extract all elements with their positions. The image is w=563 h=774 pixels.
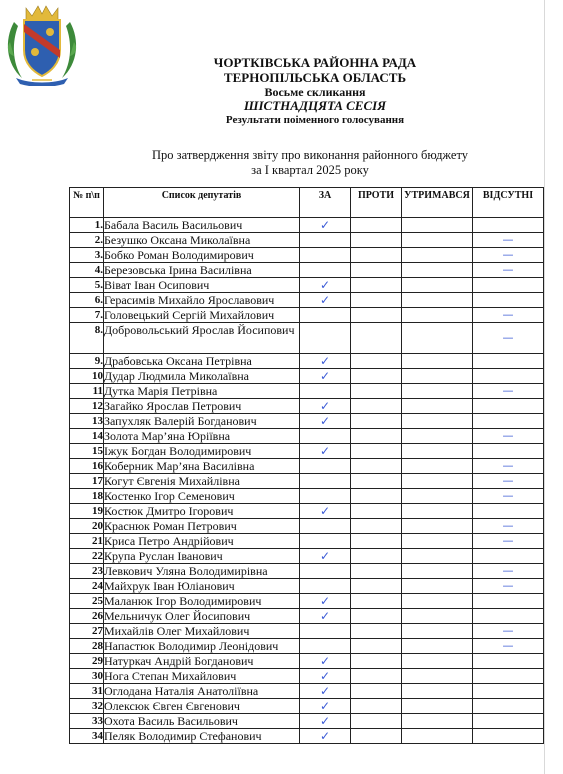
vote-absent-cell: — — [473, 564, 544, 579]
vote-against-cell — [351, 489, 402, 504]
vote-abstain-cell — [402, 594, 473, 609]
table-row — [70, 579, 544, 594]
vote-results-title: Результати поіменного голосування — [225, 114, 405, 126]
deputy-name: Оглодана Наталія Анатоліївна — [104, 684, 300, 699]
region-name: ТЕРНОПІЛЬСЬКА ОБЛАСТЬ — [223, 70, 407, 85]
vote-against-cell — [351, 429, 402, 444]
table-row — [70, 684, 544, 699]
table-header-row — [70, 188, 544, 218]
vote-absent-cell — [473, 369, 544, 384]
row-number: 13 — [70, 414, 104, 429]
deputy-name: Левкович Уляна Володимирівна — [104, 564, 300, 579]
vote-against-cell — [351, 369, 402, 384]
vote-for-cell: ✓ — [300, 414, 351, 429]
table-row — [70, 669, 544, 684]
agenda-subject-line2: за І квартал 2025 року — [251, 163, 369, 177]
vote-absent-cell: — — [473, 519, 544, 534]
deputy-name: Когут Євгенія Михайлівна — [104, 474, 300, 489]
vote-absent-cell — [473, 414, 544, 429]
row-number: 33 — [70, 714, 104, 729]
deputy-name: Маланюк Ігор Володимирович — [104, 594, 300, 609]
vote-against-cell — [351, 639, 402, 654]
vote-absent-cell — [473, 218, 544, 233]
row-number: 2. — [70, 233, 104, 248]
table-row — [70, 323, 544, 354]
vote-abstain-cell — [402, 399, 473, 414]
vote-for-cell — [300, 489, 351, 504]
header-against: ПРОТИ — [351, 188, 402, 218]
row-number: 3. — [70, 248, 104, 263]
row-number: 16 — [70, 459, 104, 474]
vote-absent-cell — [473, 684, 544, 699]
deputy-name: Березовська Ірина Василівна — [104, 263, 300, 278]
vote-for-cell — [300, 459, 351, 474]
deputy-name: Дутка Марія Петрівна — [104, 384, 300, 399]
row-number: 18 — [70, 489, 104, 504]
row-number: 12 — [70, 399, 104, 414]
vote-for-cell: ✓ — [300, 654, 351, 669]
vote-against-cell — [351, 248, 402, 263]
vote-for-cell: ✓ — [300, 699, 351, 714]
vote-for-cell — [300, 579, 351, 594]
vote-abstain-cell — [402, 474, 473, 489]
row-number: 21 — [70, 534, 104, 549]
vote-abstain-cell — [402, 684, 473, 699]
vote-abstain-cell — [402, 354, 473, 369]
vote-absent-cell: — — [473, 639, 544, 654]
deputy-name: Краснюк Роман Петрович — [104, 519, 300, 534]
vote-abstain-cell — [402, 369, 473, 384]
table-row — [70, 639, 544, 654]
vote-for-cell — [300, 519, 351, 534]
vote-for-cell: ✓ — [300, 669, 351, 684]
vote-against-cell — [351, 534, 402, 549]
table-row — [70, 654, 544, 669]
deputy-name: Бобко Роман Володимирович — [104, 248, 300, 263]
row-number: 4. — [70, 263, 104, 278]
vote-absent-cell — [473, 669, 544, 684]
vote-abstain-cell — [402, 459, 473, 474]
vote-abstain-cell — [402, 534, 473, 549]
vote-abstain-cell — [402, 323, 473, 354]
row-number: 15 — [70, 444, 104, 459]
vote-for-cell: ✓ — [300, 278, 351, 293]
deputy-name: Золота Мар’яна Юріївна — [104, 429, 300, 444]
vote-for-cell — [300, 233, 351, 248]
row-number: 29 — [70, 654, 104, 669]
deputy-name: Бабала Василь Васильович — [104, 218, 300, 233]
header-for: ЗА — [300, 188, 351, 218]
vote-against-cell — [351, 459, 402, 474]
vote-for-cell: ✓ — [300, 714, 351, 729]
vote-abstain-cell — [402, 278, 473, 293]
table-row — [70, 278, 544, 293]
vote-for-cell — [300, 248, 351, 263]
row-number: 25 — [70, 594, 104, 609]
vote-abstain-cell — [402, 489, 473, 504]
vote-against-cell — [351, 654, 402, 669]
vote-absent-cell: — — [473, 263, 544, 278]
vote-for-cell: ✓ — [300, 354, 351, 369]
row-number: 22 — [70, 549, 104, 564]
header-absent: ВІДСУТНІ — [473, 188, 544, 218]
vote-abstain-cell — [402, 714, 473, 729]
vote-abstain-cell — [402, 233, 473, 248]
vote-abstain-cell — [402, 729, 473, 744]
vote-against-cell — [351, 399, 402, 414]
vote-absent-cell — [473, 278, 544, 293]
vote-absent-cell: — — [473, 323, 544, 354]
row-number: 9. — [70, 354, 104, 369]
vote-for-cell: ✓ — [300, 444, 351, 459]
table-row — [70, 549, 544, 564]
table-row — [70, 444, 544, 459]
vote-abstain-cell — [402, 624, 473, 639]
vote-for-cell: ✓ — [300, 399, 351, 414]
table-row — [70, 399, 544, 414]
deputy-name: Напастюк Володимир Леонідович — [104, 639, 300, 654]
table-row — [70, 624, 544, 639]
vote-absent-cell: — — [473, 579, 544, 594]
vote-against-cell — [351, 323, 402, 354]
vote-abstain-cell — [402, 293, 473, 308]
table-row — [70, 218, 544, 233]
table-row — [70, 308, 544, 323]
table-row — [70, 594, 544, 609]
vote-against-cell — [351, 714, 402, 729]
table-row — [70, 519, 544, 534]
coat-of-arms-icon — [2, 2, 82, 86]
row-number: 8. — [70, 323, 104, 354]
deputy-name: Герасимів Михайло Ярославович — [104, 293, 300, 308]
table-row — [70, 429, 544, 444]
vote-abstain-cell — [402, 308, 473, 323]
deputy-name: Головецький Сергій Михайлович — [104, 308, 300, 323]
row-number: 1. — [70, 218, 104, 233]
vote-absent-cell — [473, 354, 544, 369]
table-row — [70, 414, 544, 429]
vote-abstain-cell — [402, 263, 473, 278]
vote-for-cell — [300, 564, 351, 579]
vote-against-cell — [351, 444, 402, 459]
vote-for-cell — [300, 639, 351, 654]
row-number: 26 — [70, 609, 104, 624]
deputy-name: Костенко Ігор Семенович — [104, 489, 300, 504]
deputy-name: Охота Василь Васильович — [104, 714, 300, 729]
vote-abstain-cell — [402, 669, 473, 684]
vote-against-cell — [351, 308, 402, 323]
vote-absent-cell: — — [473, 624, 544, 639]
vote-absent-cell — [473, 504, 544, 519]
vote-for-cell: ✓ — [300, 684, 351, 699]
vote-abstain-cell — [402, 384, 473, 399]
vote-abstain-cell — [402, 519, 473, 534]
vote-absent-cell — [473, 609, 544, 624]
table-row — [70, 699, 544, 714]
row-number: 11 — [70, 384, 104, 399]
vote-absent-cell — [473, 594, 544, 609]
deputy-name: Віват Іван Осипович — [104, 278, 300, 293]
vote-against-cell — [351, 699, 402, 714]
vote-abstain-cell — [402, 549, 473, 564]
table-row — [70, 714, 544, 729]
vote-absent-cell — [473, 714, 544, 729]
vote-for-cell — [300, 323, 351, 354]
vote-against-cell — [351, 549, 402, 564]
table-row — [70, 474, 544, 489]
council-name: ЧОРТКІВСЬКА РАЙОННА РАДА — [213, 55, 417, 70]
vote-for-cell: ✓ — [300, 504, 351, 519]
header-abstain: УТРИМАВСЯ — [402, 188, 473, 218]
vote-against-cell — [351, 684, 402, 699]
vote-for-cell: ✓ — [300, 594, 351, 609]
row-number: 7. — [70, 308, 104, 323]
deputy-name: Нога Степан Михайлович — [104, 669, 300, 684]
vote-absent-cell: — — [473, 429, 544, 444]
vote-against-cell — [351, 474, 402, 489]
vote-against-cell — [351, 579, 402, 594]
deputy-name: Крупа Руслан Іванович — [104, 549, 300, 564]
row-number: 28 — [70, 639, 104, 654]
table-row — [70, 233, 544, 248]
vote-absent-cell: — — [473, 459, 544, 474]
vote-absent-cell — [473, 444, 544, 459]
vote-abstain-cell — [402, 248, 473, 263]
vote-for-cell — [300, 308, 351, 323]
vote-abstain-cell — [402, 579, 473, 594]
table-row — [70, 534, 544, 549]
row-number: 10 — [70, 369, 104, 384]
vote-for-cell — [300, 263, 351, 278]
vote-for-cell — [300, 624, 351, 639]
row-number: 5. — [70, 278, 104, 293]
vote-absent-cell: — — [473, 384, 544, 399]
table-row — [70, 489, 544, 504]
deputy-name: Михайлів Олег Михайлович — [104, 624, 300, 639]
table-row — [70, 369, 544, 384]
row-number: 31 — [70, 684, 104, 699]
vote-absent-cell: — — [473, 474, 544, 489]
deputy-name: Іжук Богдан Володимирович — [104, 444, 300, 459]
vote-for-cell: ✓ — [300, 218, 351, 233]
vote-absent-cell — [473, 699, 544, 714]
vote-against-cell — [351, 218, 402, 233]
vote-against-cell — [351, 293, 402, 308]
table-row — [70, 459, 544, 474]
row-number: 34 — [70, 729, 104, 744]
vote-against-cell — [351, 564, 402, 579]
vote-for-cell: ✓ — [300, 729, 351, 744]
vote-against-cell — [351, 278, 402, 293]
vote-for-cell: ✓ — [300, 369, 351, 384]
table-row — [70, 354, 544, 369]
vote-against-cell — [351, 624, 402, 639]
agenda-subject-line1: Про затвердження звіту про виконання районного бюджету — [152, 148, 468, 162]
row-number: 32 — [70, 699, 104, 714]
deputy-name: Мельничук Олег Йосипович — [104, 609, 300, 624]
vote-against-cell — [351, 504, 402, 519]
vote-abstain-cell — [402, 699, 473, 714]
vote-absent-cell: — — [473, 233, 544, 248]
convocation: Восьме скликання — [264, 85, 366, 99]
vote-against-cell — [351, 729, 402, 744]
deputy-name: Костюк Дмитро Ігорович — [104, 504, 300, 519]
vote-abstain-cell — [402, 609, 473, 624]
vote-abstain-cell — [402, 564, 473, 579]
row-number: 20 — [70, 519, 104, 534]
table-row — [70, 248, 544, 263]
deputy-name: Криса Петро Андрійович — [104, 534, 300, 549]
vote-absent-cell — [473, 729, 544, 744]
vote-for-cell: ✓ — [300, 293, 351, 308]
vote-absent-cell — [473, 399, 544, 414]
vote-absent-cell — [473, 549, 544, 564]
vote-abstain-cell — [402, 504, 473, 519]
row-number: 6. — [70, 293, 104, 308]
deputy-name: Запухляк Валерій Богданович — [104, 414, 300, 429]
vote-absent-cell — [473, 293, 544, 308]
scan-edge-line — [544, 0, 545, 774]
row-number: 30 — [70, 669, 104, 684]
vote-absent-cell: — — [473, 534, 544, 549]
vote-against-cell — [351, 233, 402, 248]
deputy-name: Коберник Мар’яна Василівна — [104, 459, 300, 474]
table-row — [70, 263, 544, 278]
roll-call-table — [69, 187, 544, 744]
vote-against-cell — [351, 263, 402, 278]
vote-for-cell — [300, 429, 351, 444]
vote-against-cell — [351, 519, 402, 534]
vote-against-cell — [351, 354, 402, 369]
deputy-name: Драбовська Оксана Петрівна — [104, 354, 300, 369]
vote-abstain-cell — [402, 654, 473, 669]
table-row — [70, 504, 544, 519]
deputy-name: Олексюк Євген Євгенович — [104, 699, 300, 714]
deputy-name: Натуркач Андрій Богданович — [104, 654, 300, 669]
vote-abstain-cell — [402, 429, 473, 444]
deputy-name: Безушко Оксана Миколаївна — [104, 233, 300, 248]
table-row — [70, 293, 544, 308]
vote-for-cell — [300, 474, 351, 489]
row-number: 27 — [70, 624, 104, 639]
vote-absent-cell: — — [473, 248, 544, 263]
vote-against-cell — [351, 414, 402, 429]
vote-abstain-cell — [402, 639, 473, 654]
vote-abstain-cell — [402, 218, 473, 233]
row-number: 23 — [70, 564, 104, 579]
vote-against-cell — [351, 384, 402, 399]
row-number: 17 — [70, 474, 104, 489]
table-row — [70, 729, 544, 744]
vote-absent-cell — [473, 654, 544, 669]
row-number: 19 — [70, 504, 104, 519]
session-title: ШІСТНАДЦЯТА СЕСІЯ — [243, 98, 387, 113]
header-num: № п\п — [70, 188, 104, 218]
vote-for-cell — [300, 534, 351, 549]
vote-for-cell — [300, 384, 351, 399]
vote-against-cell — [351, 609, 402, 624]
table-row — [70, 564, 544, 579]
table-row — [70, 384, 544, 399]
vote-abstain-cell — [402, 414, 473, 429]
deputy-name: Майхрук Іван Юліанович — [104, 579, 300, 594]
vote-absent-cell: — — [473, 308, 544, 323]
row-number: 14 — [70, 429, 104, 444]
table-row — [70, 609, 544, 624]
deputy-name: Пеляк Володимир Стефанович — [104, 729, 300, 744]
vote-against-cell — [351, 669, 402, 684]
deputy-name: Загайко Ярослав Петрович — [104, 399, 300, 414]
vote-against-cell — [351, 594, 402, 609]
row-number: 24 — [70, 579, 104, 594]
deputy-name: Добровольський Ярослав Йосипович — [104, 323, 300, 354]
vote-absent-cell: — — [473, 489, 544, 504]
header-name: Список депутатів — [104, 188, 300, 218]
vote-for-cell: ✓ — [300, 609, 351, 624]
vote-for-cell: ✓ — [300, 549, 351, 564]
vote-abstain-cell — [402, 444, 473, 459]
deputy-name: Дудар Людмила Миколаївна — [104, 369, 300, 384]
